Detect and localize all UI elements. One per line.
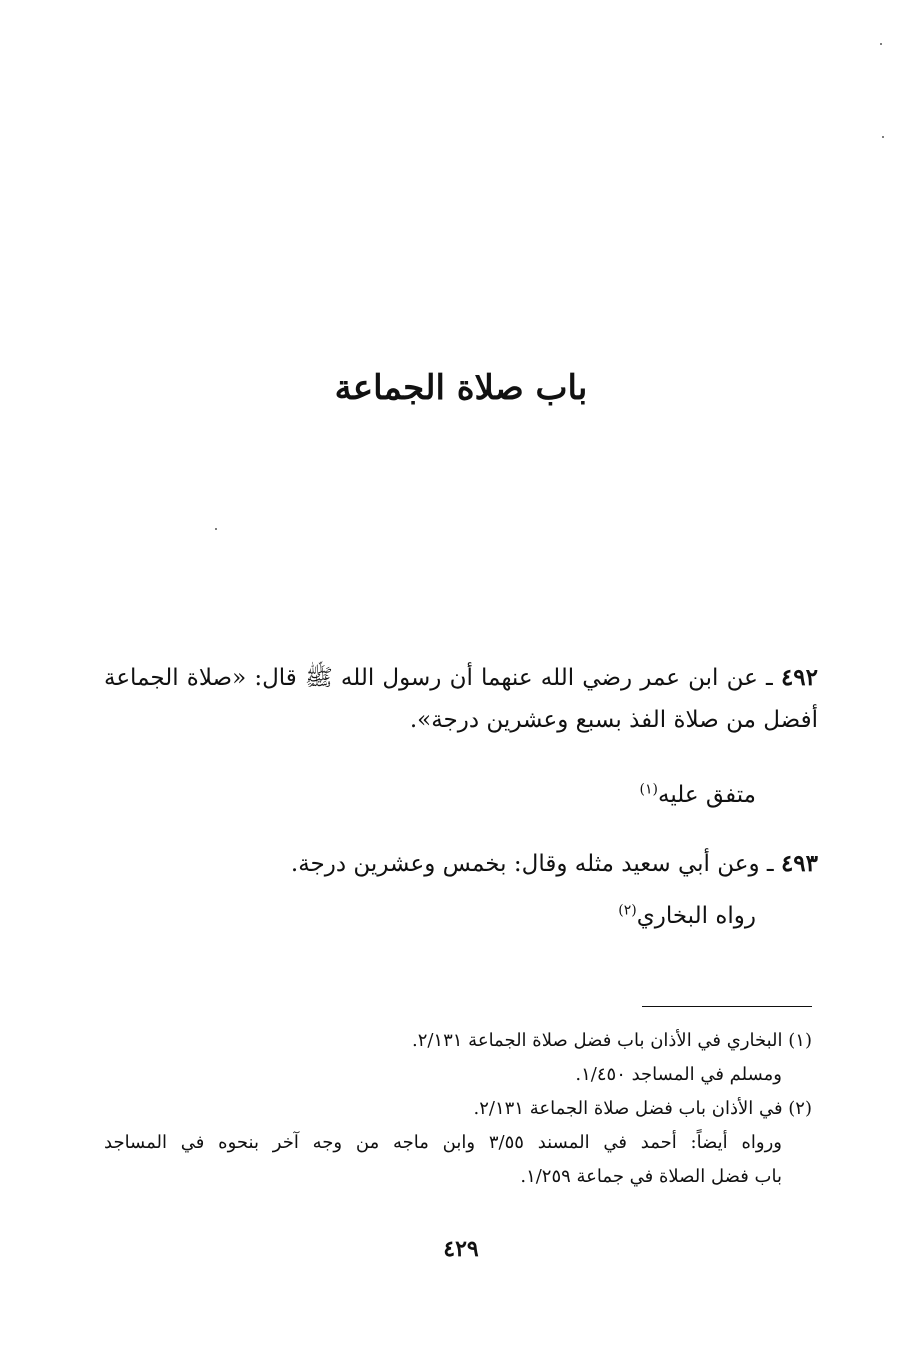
scan-speck [215,528,217,530]
footnote-line: باب فضل الصلاة في جماعة ١/٢٥٩. [520,1166,782,1187]
hadith-492-source [300,775,756,815]
footnote-divider [642,1006,812,1007]
scan-speck [880,43,882,45]
source-text: رواه البخاري [636,903,756,929]
footnote-line: (١) البخاري في الأذان باب فضل صلاة الجماعة ٢/١٣١. [411,1030,812,1051]
footnote-line: ومسلم في المساجد ١/٤٥٠. [575,1064,782,1085]
scan-speck [882,136,884,138]
page-number: ٤٢٩ [443,1236,479,1262]
source-text: متفق عليه [658,782,756,808]
footnotes [104,1024,812,1194]
hadith-493 [104,843,818,885]
hadith-493-source [300,896,756,936]
footnote-line: ورواه أيضاً: أحمد في المسند ٣/٥٥ وابن ماجه من وجه آخر بنحوه في المساجد [104,1132,782,1153]
footnote-reference: (٢) [618,902,637,919]
footnote-line: (٢) في الأذان باب فضل صلاة الجماعة ٢/١٣١. [473,1098,812,1119]
hadith-number: ٤٩٣ [780,850,818,877]
hadith-text: ـ وعن أبي سعيد مثله وقال: بخمس وعشرين درجة. [290,851,774,877]
hadith-492 [104,657,818,741]
hadith-number: ٤٩٢ [780,664,818,691]
hadith-text: ـ عن ابن عمر رضي الله عنهما أن رسول الله ﷺ قال: «صلاة الجماعة أفضل من صلاة الفذ بسبع وعشرين درجة». [104,665,818,733]
chapter-title: باب صلاة الجماعة [334,368,588,408]
footnote-reference: (١) [639,781,658,798]
